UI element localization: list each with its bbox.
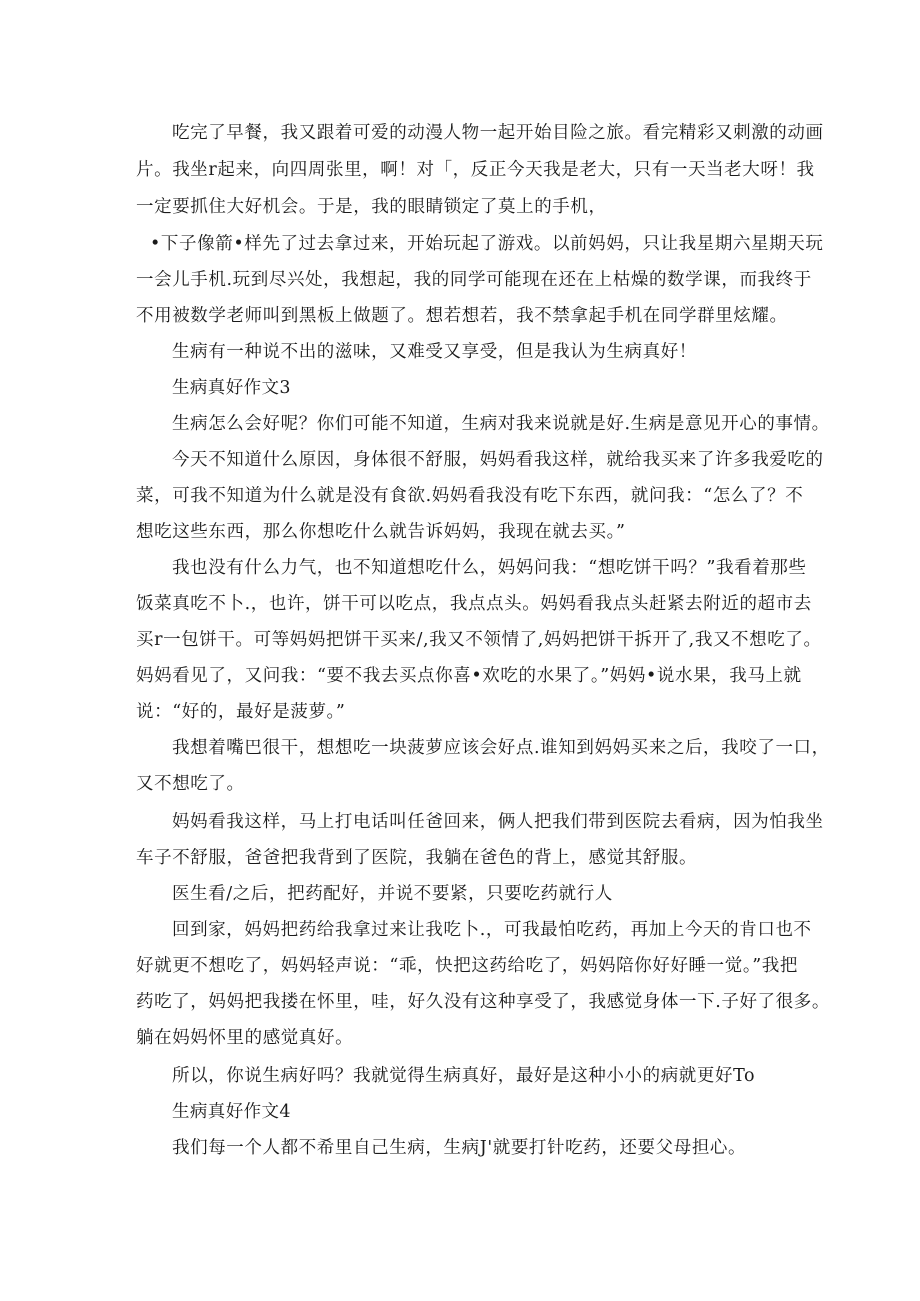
text-line: 回到家，妈妈把药给我拿过来让我吃卜.，可我最怕吃药，再加上今天的肯口也不 <box>172 920 812 940</box>
text-line: 妈妈看我这样，马上打电话叫任爸回来，俩人把我们带到医院去看病，因为怕我坐 <box>172 812 824 832</box>
text-line: 吃完了早餐，我又跟着可爱的动漫人物一起开始目险之旅。看完精彩又刺激的动画 <box>172 123 824 143</box>
text-line: 生病有一种说不出的滋味，又难受又享受，但是我认为生病真好！ <box>172 342 697 362</box>
text-line: 不用被数学老师叫到黑板上做题了。想若想若，我不禁拿起手机在同学群里炫耀。 <box>136 306 788 326</box>
text-line: 车子不舒服，爸爸把我背到了医院，我躺在爸色的背上，感觉其舒服。 <box>136 848 698 868</box>
text-line: 妈妈看见了，又问我：“要不我去买点你喜•欢吃的水果了。”妈妈•说水果，我马上就 <box>136 666 802 686</box>
text-line: 想吃这些东西，那么你想吃什么就告诉妈妈，我现在就去买。” <box>136 522 626 542</box>
section-heading: 生病真好作文4 <box>172 1102 291 1122</box>
text-line: 饭菜真吃不卜.，也许，饼干可以吃点，我点点头。妈妈看我点头赶紧去附近的超市去 <box>136 594 812 614</box>
section-heading: 生病真好作文3 <box>172 378 291 398</box>
text-line: 说：“好的，最好是菠萝。” <box>136 702 346 722</box>
text-line: 一定要抓住大好机会。于是，我的眼睛锁定了莫上的手机， <box>136 197 607 217</box>
text-line: 又不想吃了。 <box>136 774 245 794</box>
text-line: 片。我坐r起来，向四周张里，啊！对「，反正今天我是老大，只有一天当老大呀！我 <box>136 160 815 180</box>
text-line: 买r一包饼干。可等妈妈把饼干买来/,我又不领情了,妈妈把饼干拆开了,我又不想吃了。 <box>136 630 822 650</box>
text-line: 我们每一个人都不希里自己生病，生病J'就要打针吃药，还要父母担心。 <box>172 1138 747 1158</box>
text-line: 药吃了，妈妈把我搂在怀里，哇，好久没有这种享受了，我感觉身体一下.子好了很多。 <box>136 992 830 1012</box>
text-line: 一会儿手机.玩到尽兴处，我想起，我的同学可能现在还在上枯燥的数学课，而我终于 <box>136 270 812 290</box>
text-line: 躺在妈妈怀里的感觉真好。 <box>136 1028 354 1048</box>
text-line: 我也没有什么力气，也不知道想吃什么，妈妈问我：“想吃饼干吗？”我看着那些 <box>172 558 807 578</box>
text-line: •下子像箭•样先了过去拿过来，开始玩起了游戏。以前妈妈，只让我星期六星期天玩 <box>150 234 824 254</box>
text-line: 所以，你说生病好吗？我就觉得生病真好，最好是这种小小的病就更好To <box>172 1066 756 1086</box>
text-line: 生病怎么会好呢？你们可能不知道，生病对我来说就是好.生病是意见开心的事情。 <box>172 414 830 434</box>
text-line: 好就更不想吃了，妈妈轻声说：“乖，快把这药给吃了，妈妈陪你好好睡一觉。”我把 <box>136 956 798 976</box>
text-line: 我想着嘴巴很干，想想吃一块菠萝应该会好点.谁知到妈妈买来之后，我咬了一口， <box>172 738 830 758</box>
text-line: 今天不知道什么原因，身体很不舒服，妈妈看我这样，就给我买来了许多我爱吃的 <box>172 450 824 470</box>
text-line: 医生看/之后，把药配好，并说不要紧，只要吃药就行人 <box>172 884 613 904</box>
text-line: 菜，可我不知道为什么就是没有食欲.妈妈看我没有吃下东西，就问我：“怎么了？不 <box>136 486 804 506</box>
